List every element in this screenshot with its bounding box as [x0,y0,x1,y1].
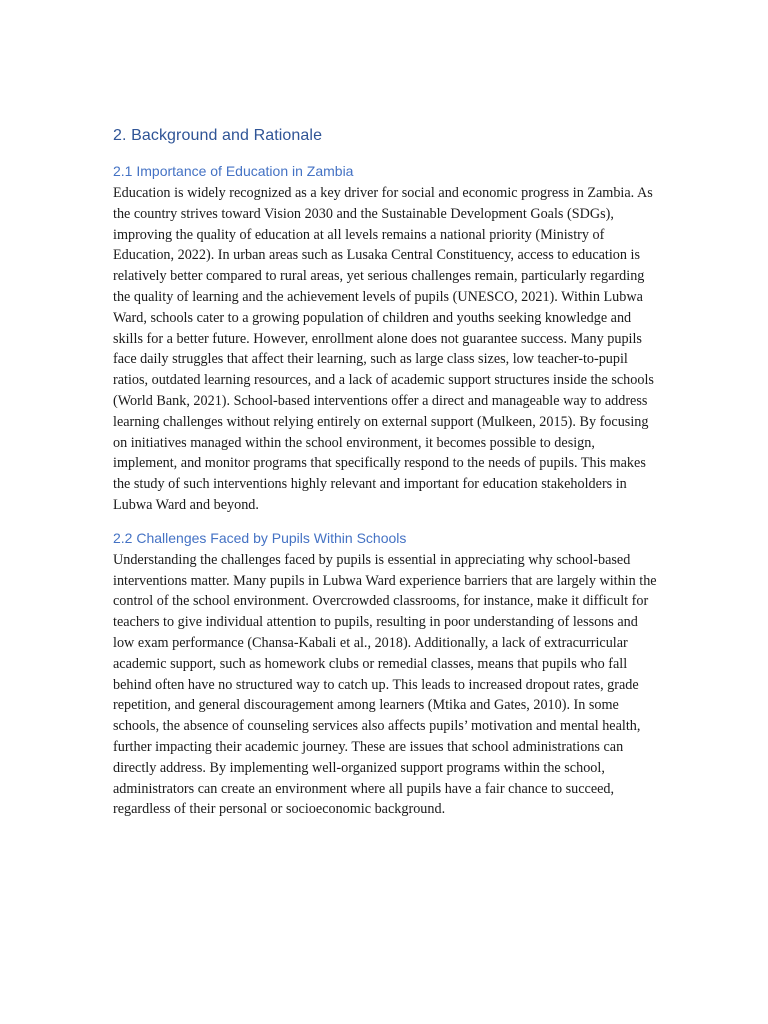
subsection-heading-challenges: 2.2 Challenges Faced by Pupils Within Schools [113,529,407,546]
subsection-heading-importance: 2.1 Importance of Education in Zambia [113,163,354,179]
paragraph-challenges: Understanding the challenges faced by pupils is essential in appreciating why school-based interventions matter. Many pupils in Lubwa Ward experience barriers that are largely within the control of the school environment. Overcrowded classrooms, for instance, make it difficult for teachers to give individual attention to pupils, resulting in poor understanding of lessons and low exam performance (Chansa-Kabali et al., 2018). Additionally, a lack of extracurricular academic support, such as homework clubs or remedial classes, means that pupils who fall behind often have no structured way to catch up. This leads to increased dropout rates, grade repetition, and general discouragement among learners (Mtika and Gates, 2010). In some schools, the absence of counseling services also affects pupils’ motivation and mental health, further impacting their academic journey. These are issues that school administrations can directly address. By implementing well-organized support programs within the school, administrators can create an environment where all pupils have a fair chance to succeed, regardless of their personal or socioeconomic background. [113,551,657,818]
section-spacer [113,516,658,527]
paragraph-importance: Education is widely recognized as a key driver for social and economic progress in Zambia. As the country strives toward Vision 2030 and the Sustainable Development Goals (SDGs), improving the quality of education at all levels remains a national priority (Ministry of Education, 2022). In urban areas such as Lusaka Central Constituency, access to education is relatively better compared to rural areas, yet serious challenges remain, particularly regarding the quality of learning and the achievement levels of pupils (UNESCO, 2021). Within Lubwa Ward, schools cater to a growing population of children and youths seeking knowledge and skills for a better future. However, enrollment alone does not guarantee success. Many pupils face daily struggles that affect their learning, such as large class sizes, low teacher-to-pupil ratios, outdated learning resources, and a lack of academic support structures inside the schools (World Bank, 2021). School-based interventions offer a direct and manageable way to address learning challenges without relying entirely on external support (Mulkeen, 2015). By focusing on initiatives managed within the school environment, it becomes possible to design, implement, and monitor programs that specifically respond to the needs of pupils. This makes the study of such interventions highly relevant and important for education stakeholders in Lubwa Ward and beyond. [113,185,654,513]
document-page [113,124,658,820]
section-title: 2. Background and Rationale [113,127,323,144]
